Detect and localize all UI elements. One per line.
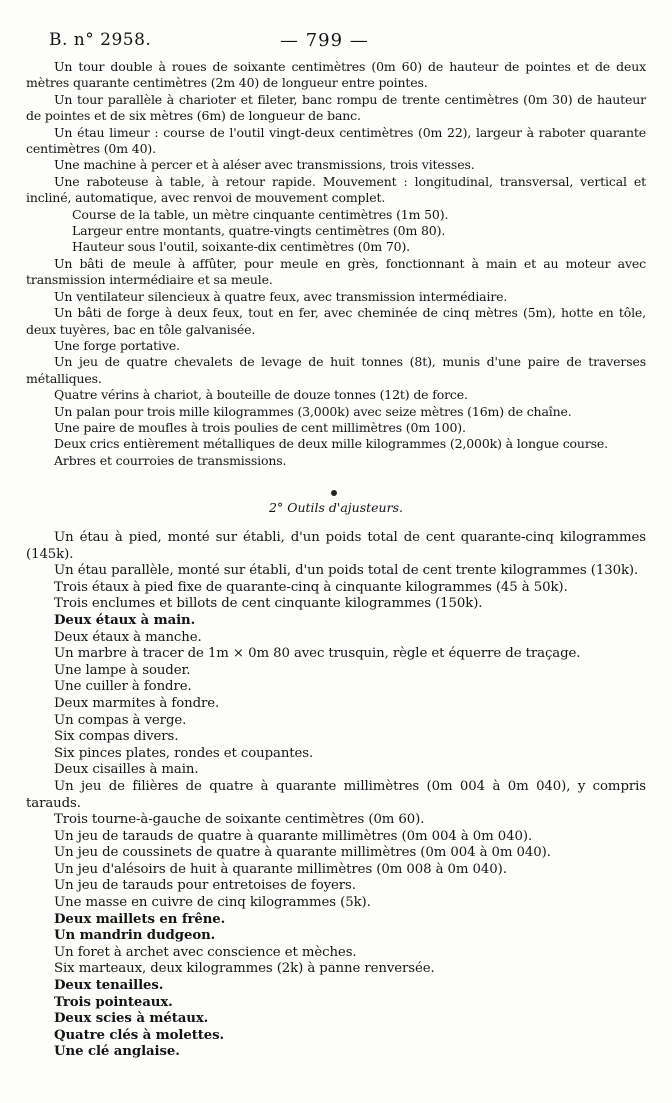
tool-list <box>26 530 646 1061</box>
list-item: Un bâti de forge à deux feux, tout en fer, avec cheminée de cinq mètres (5m), hotte en tôle, deux tuyères, bac en tôle galvanisée. <box>26 305 646 337</box>
page-number: — 799 — <box>280 30 369 51</box>
list-item: Un étau à pied, monté sur établi, d'un poids total de cent quarante-cinq kilogrammes (145k). <box>26 530 646 562</box>
list-item: Deux maillets en frêne. <box>54 911 226 927</box>
list-item: Un étau limeur : course de l'outil vingt-deux centimètres (0m 22), largeur à raboter quarante centimètres (0m 40). <box>26 124 646 157</box>
list-item: Six pinces plates, rondes et coupantes. <box>54 745 314 761</box>
list-item: Deux marmites à fondre. <box>54 695 220 711</box>
list-item: Hauteur sous l'outil, soixante-dix centimètres (0m 70). <box>72 239 411 255</box>
list-item: Un étau parallèle, monté sur établi, d'un poids total de cent trente kilogrammes (130k). <box>54 563 639 579</box>
list-item: Arbres et courroies de transmissions. <box>54 452 287 468</box>
list-item: Une clé anglaise. <box>54 1044 180 1060</box>
list-item: Quatre clés à molettes. <box>54 1027 225 1043</box>
list-item: Deux scies à métaux. <box>54 1011 209 1027</box>
list-item: Trois pointeaux. <box>54 994 173 1010</box>
list-item: Un jeu de quatre chevalets de levage de huit tonnes (8t), munis d'une paire de traverses métalliques. <box>26 354 646 386</box>
list-item: Six marteaux, deux kilogrammes (2k) à panne renversée. <box>54 961 435 977</box>
list-item: Un jeu de filières de quatre à quarante millimètres (0m 004 à 0m 040), y compris tarauds. <box>26 778 646 811</box>
list-item: Trois enclumes et billots de cent cinquante kilogrammes (150k). <box>54 596 483 612</box>
list-item: Trois tourne-à-gauche de soixante centimètres (0m 60). <box>54 812 425 828</box>
list-item: Six compas divers. <box>54 729 179 745</box>
list-item: Un marbre à tracer de 1m × 0m 80 avec trusquin, règle et équerre de traçage. <box>54 646 581 662</box>
list-item: Trois étaux à pied fixe de quarante-cinq à cinquante kilogrammes (45 à 50k). <box>54 579 568 595</box>
list-item: Course de la table, un mètre cinquante centimètres (1m 50). <box>72 206 449 222</box>
section-heading: 2° Outils d'ajusteurs. <box>269 500 403 515</box>
list-item: Deux étaux à main. <box>54 612 196 628</box>
list-item: Une machine à percer et à aléser avec transmissions, trois vitesses. <box>54 157 475 173</box>
list-item: Un compas à verge. <box>54 712 187 728</box>
separator-dot <box>331 490 337 496</box>
list-item: Un jeu de tarauds de quatre à quarante millimètres (0m 004 à 0m 040). <box>54 828 533 844</box>
list-item: Un ventilateur silencieux à quatre feux, avec transmission intermédiaire. <box>54 288 508 304</box>
list-item: Quatre vérins à chariot, à bouteille de douze tonnes (12t) de force. <box>54 387 468 403</box>
list-item: Deux cisailles à main. <box>54 762 199 778</box>
list-item: Largeur entre montants, quatre-vingts centimètres (0m 80). <box>72 223 446 239</box>
list-item: Une cuiller à fondre. <box>54 679 192 695</box>
list-item: Deux crics entièrement métalliques de deux mille kilogrammes (2,000k) à longue course. <box>54 436 608 452</box>
list-item: Un tour parallèle à charioter et fileter, banc rompu de trente centimètres (0m 30) de hauteur de pointes et de six mètres (6m) de longueur de banc. <box>26 91 646 124</box>
bulletin-number: B. n° 2958. <box>49 30 152 50</box>
list-item: Une raboteuse à table, à retour rapide. Mouvement : longitudinal, transversal, vertical et incliné, automatique, avec renvoi de mouvement complet. <box>26 173 646 206</box>
list-item: Un foret à archet avec conscience et mèches. <box>54 944 357 960</box>
machine-list <box>26 59 646 469</box>
list-item: Une lampe à souder. <box>54 662 191 678</box>
list-item: Un jeu d'alésoirs de huit à quarante millimètres (0m 008 à 0m 040). <box>54 861 507 877</box>
list-item: Un bâti de meule à affûter, pour meule en grès, fonctionnant à main et au moteur avec transmission intermédiaire et sa meule. <box>26 255 646 288</box>
list-item: Une masse en cuivre de cinq kilogrammes (5k). <box>54 895 371 911</box>
list-item: Une paire de moufles à trois poulies de cent millimètres (0m 100). <box>54 419 466 435</box>
list-item: Un jeu de coussinets de quatre à quarante millimètres (0m 004 à 0m 040). <box>54 845 551 861</box>
list-item: Un mandrin dudgeon. <box>54 928 216 944</box>
list-item: Une forge portative. <box>54 337 180 353</box>
list-item: Deux étaux à manche. <box>54 629 202 645</box>
list-item: Un jeu de tarauds pour entretoises de foyers. <box>54 878 356 894</box>
list-item: Un palan pour trois mille kilogrammes (3,000k) avec seize mètres (16m) de chaîne. <box>54 403 572 419</box>
list-item: Un tour double à roues de soixante centimètres (0m 60) de hauteur de pointes et de deux mètres quarante centimètres (2m 40) de longueur entre pointes. <box>26 59 646 91</box>
page-header <box>0 30 672 54</box>
list-item: Deux tenailles. <box>54 978 164 994</box>
